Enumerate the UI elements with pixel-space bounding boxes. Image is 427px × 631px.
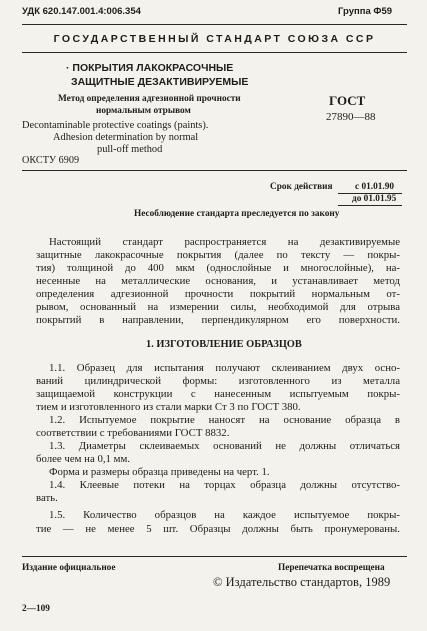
intro-line: защитные лакокрасочные покрытия (далее по тексту — покры- [36,249,400,261]
validity-label: Срок действия [270,182,333,192]
title-line-2: ЗАЩИТНЫЕ ДЕЗАКТИВИРУЕМЫЕ [71,76,249,88]
okstu-code: ОКСТУ 6909 [22,155,80,166]
header-rule-top [22,24,407,25]
section-line: ваний цилиндрической формы: изготовленного из металла [36,375,400,387]
method-line-2: нормальным отрывом [96,106,191,116]
validity-to: до 01.01.95 [352,194,397,204]
publisher-copyright: © Издательство стандартов, 1989 [213,575,391,589]
method-line-1: Метод определения адгезионной прочности [58,94,241,104]
intro-line: покрытий в направлении, перпендикулярном его поверхности. [36,314,400,326]
section-line: 1.1. Образец для испытания получают склеиванием двух осно- [49,362,400,374]
official-edition: Издание официальное [22,563,116,573]
section-line: 1.4. Клеевые потеки на торцах образца должны отсутство- [49,479,400,491]
english-title-line-3: pull-off method [97,144,163,155]
section-line: вать. [36,492,58,504]
intro-line: тия) толщиной до 400 мкм (однослойные и многослойные), на- [36,262,400,274]
intro-line: несенные на металлические основания, и устанавливает метод [36,275,400,287]
group-code: Группа Ф59 [338,6,393,17]
section-line: более чем на 0,1 мм. [36,453,131,465]
legal-notice: Несоблюдение стандарта преследуется по закону [134,209,340,219]
intro-line: Настоящий стандарт распространяется на дезактивируемые [49,236,400,248]
intro-line: определения адгезионной прочности покрытий нормальным от- [36,288,400,300]
intro-line: рывом, основанный на измерении силы, необходимой для отрыва [36,301,400,313]
footer-rule [22,556,407,557]
header-rule-bottom [22,52,407,53]
state-standard-banner: ГОСУДАРСТВЕННЫЙ СТАНДАРТ СОЮЗА ССР [53,33,376,45]
section-line: защищаемой конструкции с нанесенным испытуемым покры- [36,388,400,400]
validity-underline-2 [338,205,402,206]
section-line: тие — не менее 5 шт. Образцы должны быть пронумерованы. [36,523,400,535]
section-line: 1.2. Испытуемое покрытие наносят на основание образца в [49,414,400,426]
udk-code: УДК 620.147.001.4:006.354 [22,6,141,17]
section-line: тием и изготовленного из стали марки Ст 3 по ГОСТ 380. [36,401,301,413]
page-code: 2—109 [22,604,50,614]
title-separator-rule [22,170,407,171]
title-line-1: · ПОКРЫТИЯ ЛАКОКРАСОЧНЫЕ [66,62,234,74]
english-title-line-1: Decontaminable protective coatings (paints). [22,120,209,131]
gost-label: ГОСТ [329,93,366,108]
gost-number: 27890—88 [326,111,376,123]
section-line: Форма и размеры образца приведены на черт. 1. [49,466,270,478]
section-heading: 1. ИЗГОТОВЛЕНИЕ ОБРАЗЦОВ [146,339,302,350]
section-line: 1.3. Диаметры склеиваемых оснований не должны отличаться [49,440,400,452]
english-title-line-2: Adhesion determination by normal [53,132,199,143]
reprint-prohibited: Перепечатка воспрещена [278,563,385,573]
section-line: 1.5. Количество образцов на каждое испытуемое покры- [49,509,400,521]
section-line: соответствии с требованиями ГОСТ 8832. [36,427,230,439]
validity-from: с 01.01.90 [355,182,394,192]
